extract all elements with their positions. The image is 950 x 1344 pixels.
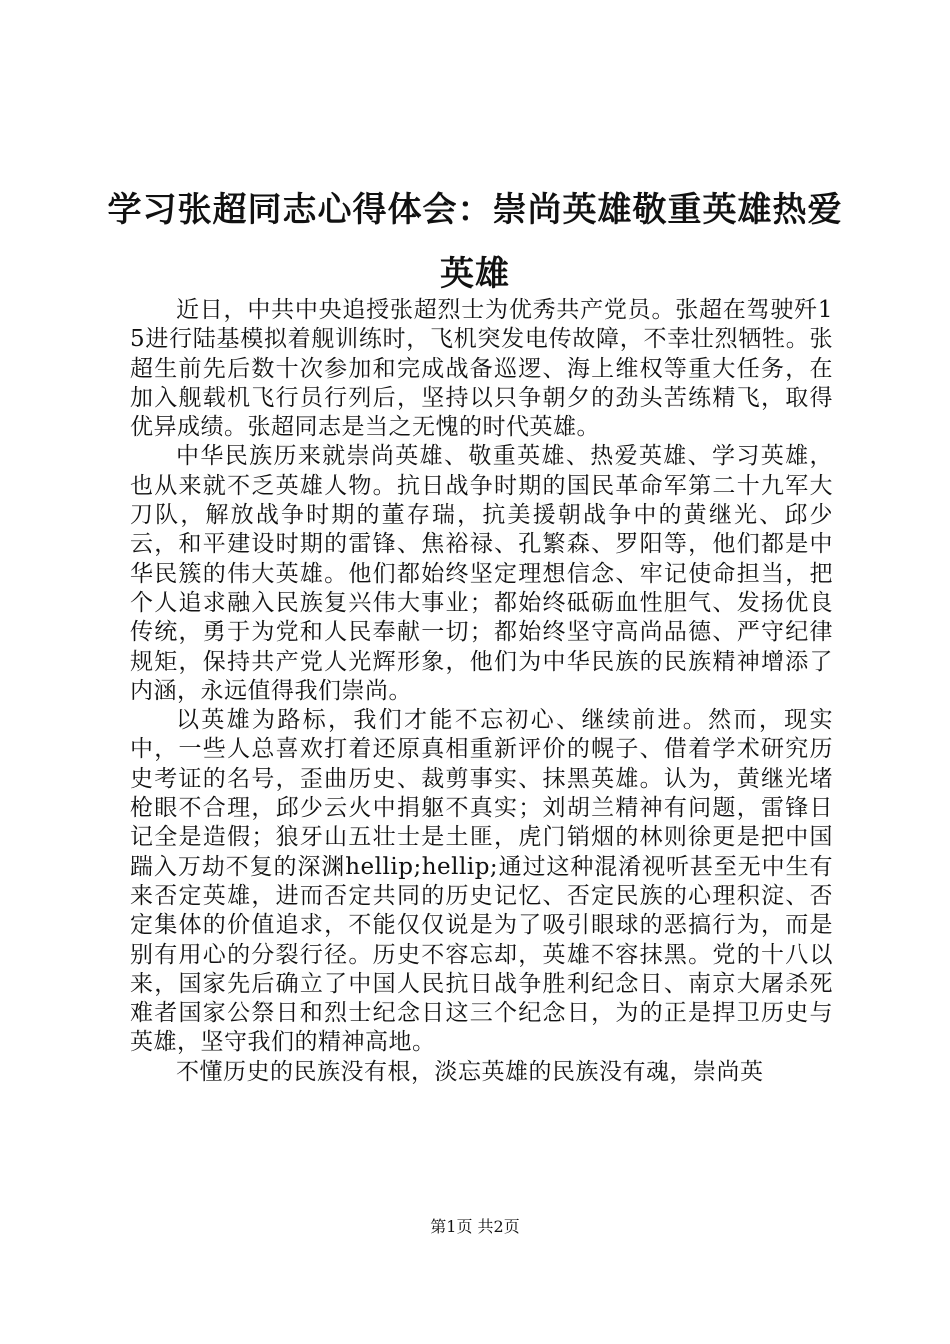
document-title: 学习张超同志心得体会：崇尚英雄敬重英雄热爱英雄 xyxy=(107,190,843,294)
paragraph-3: 以英雄为路标，我们才能不忘初心、继续前进。然而，现实中，一些人总喜欢打着还原真相重新评价的幌子、借着学术研究历史考证的名号，歪曲历史、裁剪事实、抹黑英雄。认为，黄继光堵枪眼不合理，邱少云火中捐躯不真实；刘胡兰精神有问题，雷锋日记全是造假；狼牙山五壮士是土匪，虎门销烟的林则徐更是把中国踹入万劫不复的深渊hellip;hellip;通过这种混淆视听甚至无中生有来否定英雄，进而否定共同的历史记忆、否定民族的心理积淀、否定集体的价值追求，不能仅仅说是为了吸引眼球的恶搞行为，而是别有用心的分裂行径。历史不容忘却，英雄不容抹黑。党的十八以来，国家先后确立了中国人民抗日战争胜利纪念日、南京大屠杀死难者国家公祭日和烈士纪念日这三个纪念日，为的正是捍卫历史与英雄，坚守我们的精神高地。 xyxy=(130,707,833,1056)
paragraph-4: 不懂历史的民族没有根，淡忘英雄的民族没有魂，崇尚英 xyxy=(176,1058,764,1085)
document-body xyxy=(130,296,833,1087)
paragraph-2: 中华民族历来就崇尚英雄、敬重英雄、热爱英雄、学习英雄，也从来就不乏英雄人物。抗日战争时期的国民革命军第二十九军大刀队，解放战争时期的董存瑞，抗美援朝战争中的黄继光、邱少云，和平建设时期的雷锋、焦裕禄、孔繁森、罗阳等，他们都是中华民簇的伟大英雄。他们都始终坚定理想信念、牢记使命担当，把个人追求融入民族复兴伟大事业；都始终砥砺血性胆气、发扬优良传统，勇于为党和人民奉献一切；都始终坚守高尚品德、严守纪律规矩，保持共产党人光辉形象，他们为中华民族的民族精神增添了内涵，永远值得我们崇尚。 xyxy=(130,443,833,704)
page-number-footer: 第1页 共2页 xyxy=(430,1217,520,1236)
paragraph-1: 近日，中共中央追授张超烈士为优秀共产党员。张超在驾驶歼15进行陆基模拟着舰训练时，飞机突发电传故障，不幸壮烈牺牲。张超生前先后数十次参加和完成战备巡逻、海上维权等重大任务，在加入舰载机飞行员行列后，坚持以只争朝夕的劲头苦练精飞，取得优异成绩。张超同志是当之无愧的时代英雄。 xyxy=(130,297,833,441)
